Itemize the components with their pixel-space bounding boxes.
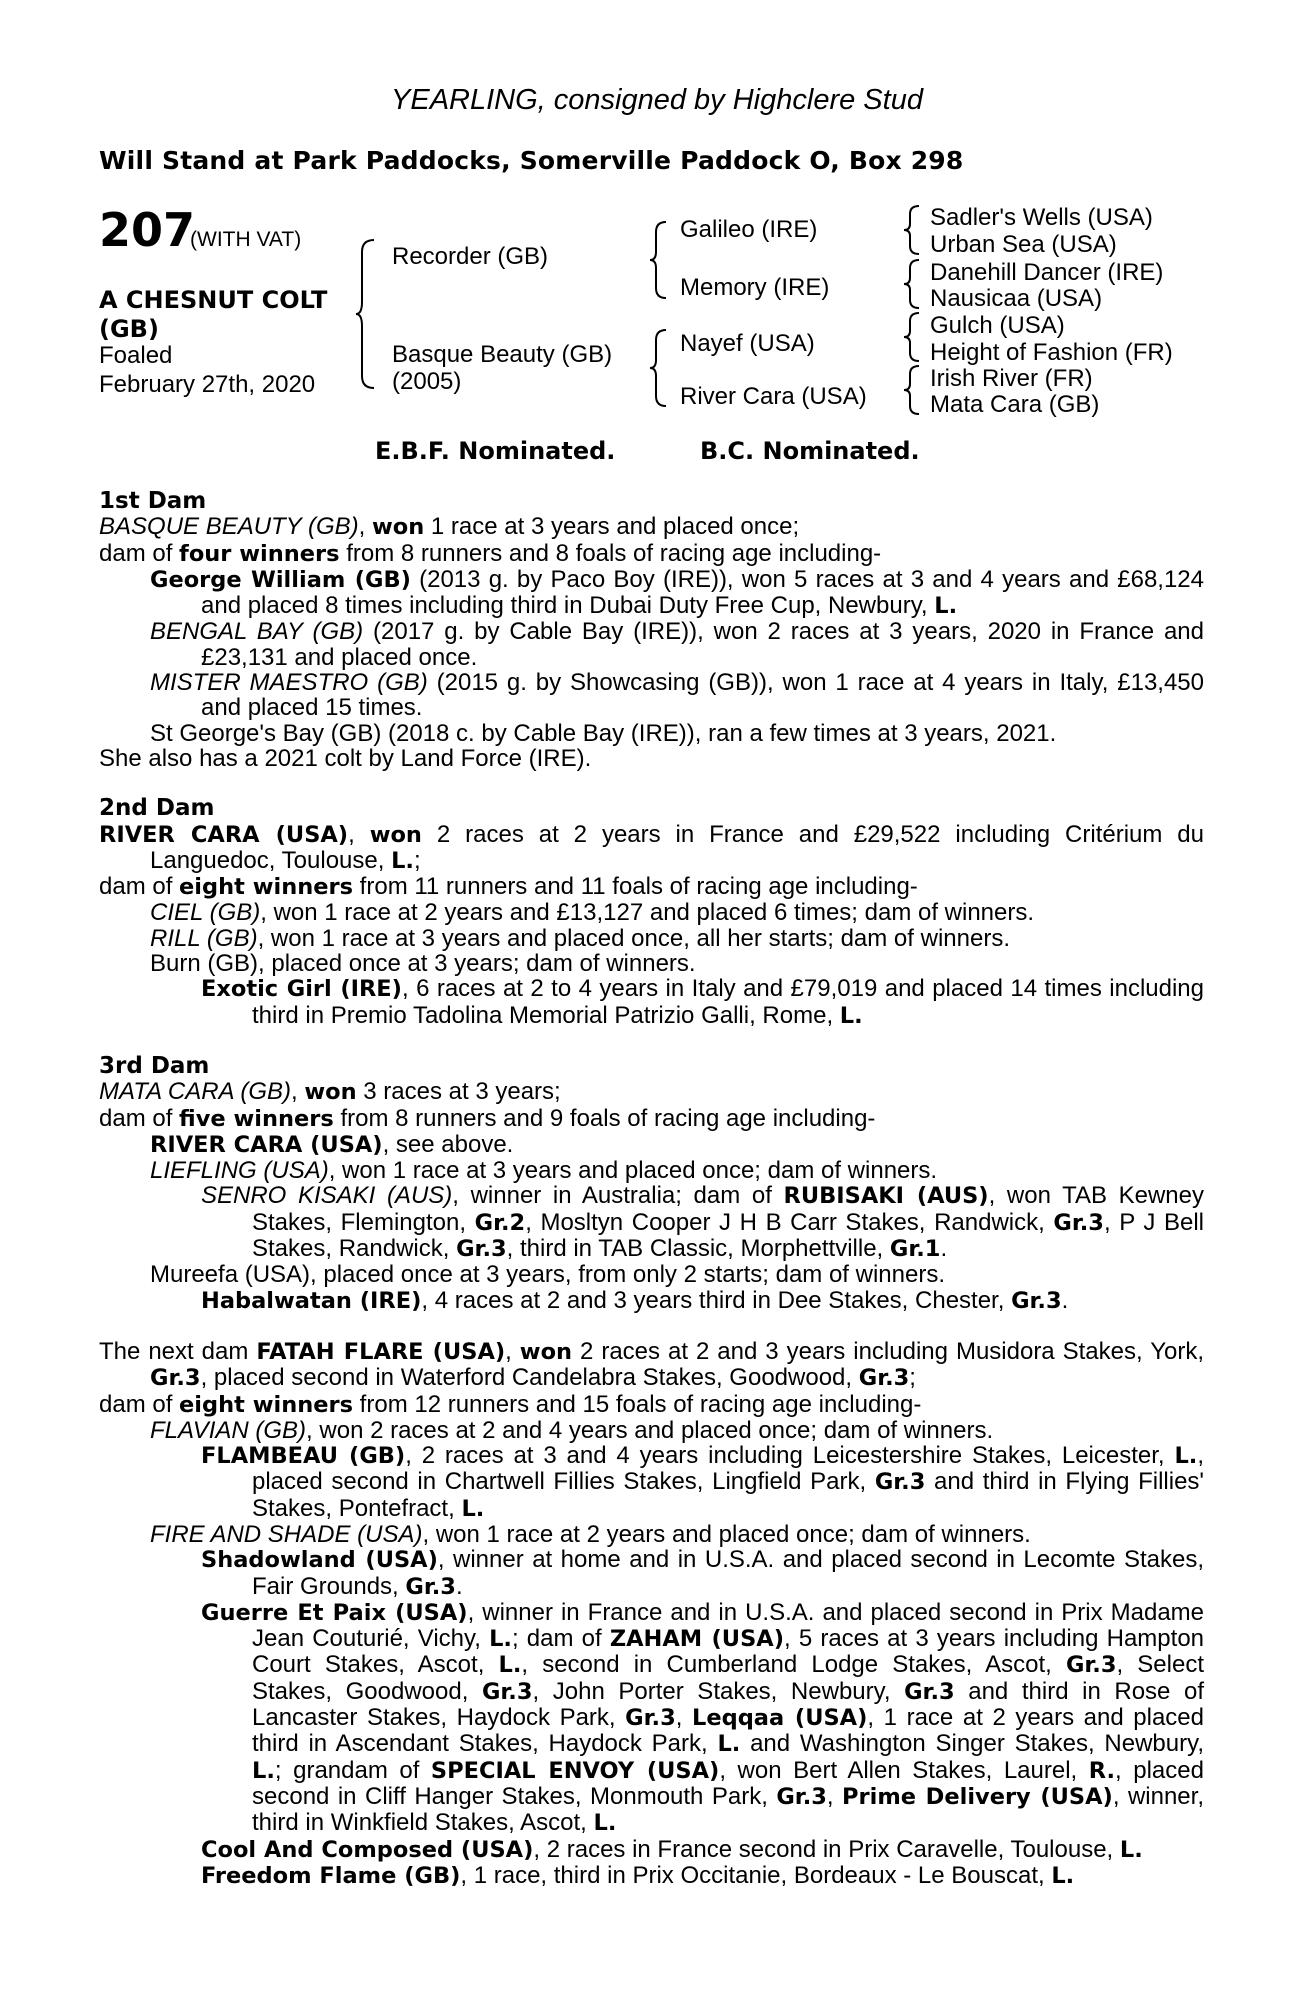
text-run: from 8 runners and 8 foals of racing age including- [339, 539, 882, 567]
bold-text: won [371, 514, 425, 541]
bold-text: L. [498, 1652, 522, 1679]
text-run: from 8 runners and 9 foals of racing age including- [333, 1104, 876, 1132]
bold-text: George William (GB) [150, 566, 411, 593]
dam-entry [99, 822, 1204, 875]
progeny-entry [99, 900, 1204, 925]
dam2-heading: 2nd Dam [99, 795, 215, 822]
pedigree-gg-7: Irish River (FR) [930, 365, 1093, 392]
text-run: , won Bert Allen Stakes, Laurel, [719, 1756, 1089, 1784]
pedigree-sire: Recorder (GB) [392, 243, 549, 270]
bold-text: Gr.3 [1065, 1652, 1117, 1679]
pedigree-gg-4: Nausicaa (USA) [930, 285, 1103, 312]
text-run: , 4 races at 2 and 3 years third in Dee Stakes, Chester, [421, 1286, 1012, 1314]
progeny-entry [99, 1418, 1204, 1443]
text-run: dam of [99, 539, 180, 567]
bold-text: Cool And Composed (USA) [201, 1836, 534, 1863]
pedigree-brace-g1 [904, 204, 922, 256]
text-run: She also has a 2021 colt by Land Force (IRE). [99, 744, 592, 772]
bold-text: Gr.3 [1011, 1287, 1062, 1314]
dam3-entries [99, 1079, 1204, 1314]
pedigree-dam-dam: River Cara (USA) [680, 383, 867, 410]
text-run: , winner in Australia; dam of [452, 1182, 784, 1210]
text-run: , [505, 1337, 520, 1365]
bold-text: FATAH FLARE (USA) [256, 1338, 506, 1365]
italic-name: BASQUE BEAUTY (GB) [99, 513, 359, 541]
bold-text: Gr.3 [904, 1678, 955, 1705]
grand-progeny-entry [99, 1837, 1204, 1863]
italic-name: FLAVIAN (GB) [150, 1416, 307, 1444]
text-run: ; dam of [511, 1625, 610, 1653]
grand-progeny-entry [99, 1288, 1204, 1314]
text-run: , placed second in Chartwell Fillies Stakes, Lingfield Park, [252, 1442, 1204, 1496]
text-run: , [675, 1704, 692, 1732]
bold-text: Shadowland (USA) [201, 1547, 438, 1574]
text-run: and Washington Singer Stakes, Newbury, [740, 1730, 1204, 1758]
bold-text: Gr.3 [776, 1783, 827, 1810]
text-run: Burn (GB), placed once at 3 years; dam of winners. [150, 950, 696, 978]
bold-text: RIVER CARA (USA) [99, 821, 349, 848]
text-run: from 11 runners and 11 foals of racing age including- [353, 873, 918, 901]
bold-text: Gr.3 [405, 1573, 456, 1600]
text-run: ; [909, 1364, 916, 1392]
bc-nomination: B.C. Nominated. [700, 437, 920, 465]
pedigree-gg-8: Mata Cara (GB) [930, 391, 1100, 418]
dam-entry [99, 1339, 1204, 1392]
vat-note: (WITH VAT) [190, 228, 302, 251]
bold-text: FLAMBEAU (GB) [201, 1443, 406, 1470]
pedigree-gg-3: Danehill Dancer (IRE) [930, 259, 1164, 286]
pedigree-brace-g4 [904, 364, 922, 416]
progeny-entry [99, 1262, 1204, 1287]
pedigree-brace-sire [650, 220, 670, 300]
bold-text: Prime Delivery (USA) [842, 1783, 1113, 1810]
text-run: , 5 races at 3 years including Hampton Court Stakes, Ascot, [252, 1625, 1205, 1679]
text-run: St George's Bay (GB) (2018 c. by Cable Bay (IRE)), ran a few times at 3 years, 2021. [150, 719, 1057, 747]
text-run: Mureefa (USA), placed once at 3 years, from only 2 starts; dam of winners. [150, 1261, 945, 1289]
progeny-entry [99, 926, 1204, 951]
text-run: , [358, 513, 372, 541]
bold-text: SPECIAL ENVOY (USA) [430, 1757, 720, 1784]
text-run: , Mosltyn Cooper J H B Carr Stakes, Randwick, [525, 1208, 1054, 1236]
text-run: , [291, 1078, 305, 1106]
bold-text: Gr.3 [1053, 1209, 1104, 1236]
pedigree-dam-year: (2005) [392, 368, 462, 395]
italic-name: MISTER MAESTRO (GB) [150, 669, 428, 697]
text-run: , third in TAB Classic, Morphettville, [506, 1235, 890, 1263]
text-run: from 12 runners and 15 foals of racing age including- [353, 1390, 922, 1418]
text-run: , second in Cumberland Lodge Stakes, Ascot, [521, 1651, 1066, 1679]
bold-text: Exotic Girl (IRE) [201, 976, 402, 1003]
progeny-entry [99, 619, 1204, 670]
bold-text: L. [1119, 1836, 1143, 1863]
grand-progeny-entry [99, 1183, 1204, 1262]
text-run: , Select Stakes, Goodwood, [252, 1651, 1205, 1705]
text-run: ; [413, 846, 421, 874]
bold-text: L. [839, 1002, 863, 1029]
text-run: , won 1 race at 2 years and placed once; dam of winners. [422, 1520, 1031, 1548]
bold-text: Gr.3 [456, 1236, 507, 1263]
bold-text: RUBISAKI (AUS) [783, 1183, 989, 1210]
italic-name: RILL (GB) [150, 924, 258, 952]
text-run: ; grandam of [274, 1756, 431, 1784]
text-run: 1 race at 3 years and placed once; [424, 513, 800, 541]
pedigree-gg-6: Height of Fashion (FR) [930, 339, 1173, 366]
italic-name: FIRE AND SHADE (USA) [150, 1520, 423, 1548]
bold-text: Leqqaa (USA) [692, 1705, 868, 1732]
dam-produce-summary [99, 541, 1204, 567]
text-run: , won 2 races at 2 and 4 years and placed once; dam of winners. [306, 1416, 994, 1444]
bold-text: four winners [179, 540, 340, 567]
dam1-heading: 1st Dam [99, 488, 207, 514]
text-run: and third in Rose of Lancaster Stakes, Haydock Park, [252, 1677, 1204, 1732]
text-run: , John Porter Stakes, Newbury, [532, 1677, 905, 1705]
dam-entry [99, 1079, 1204, 1105]
text-run: , won 1 race at 2 years and £13,127 and placed 6 times; dam of winners. [260, 899, 1035, 927]
dam-entry [99, 514, 1204, 540]
bold-text: Gr.3 [150, 1365, 201, 1392]
bold-text: Guerre Et Paix (USA) [201, 1599, 468, 1626]
bold-text: eight winners [179, 874, 354, 901]
text-run: , 1 race, third in Prix Occitanie, Bordeaux - Le Bouscat, [460, 1861, 1052, 1889]
bold-text: Gr.3 [874, 1469, 926, 1496]
bold-text: L. [489, 1626, 512, 1653]
text-run: . [455, 1572, 463, 1600]
italic-name: BENGAL BAY (GB) [150, 618, 364, 646]
bold-text: Habalwatan (IRE) [201, 1287, 422, 1314]
bold-text: R. [1088, 1757, 1116, 1784]
text-run: . [940, 1235, 948, 1263]
text-run: . [1061, 1286, 1069, 1314]
bold-text: Gr.2 [474, 1209, 526, 1236]
bold-text: L. [461, 1495, 485, 1522]
progeny-entry [99, 1132, 1204, 1158]
text-run: , [826, 1782, 843, 1810]
italic-name: CIEL (GB) [150, 899, 261, 927]
page-title: YEARLING, consigned by Highclere Stud [391, 84, 923, 116]
text-run: (2013 g. by Paco Boy (IRE)), won 5 races at 3 and 4 years and £68,124 and placed 8 times including third in Dubai Duty Free Cup, Newbury, [201, 565, 1205, 620]
bold-text: ZAHAM (USA) [609, 1626, 784, 1653]
bold-text: L. [1051, 1862, 1075, 1889]
pedigree-gg-1: Sadler's Wells (USA) [930, 204, 1153, 231]
grand-progeny-entry [99, 1443, 1204, 1522]
pedigree-gg-2: Urban Sea (USA) [930, 231, 1117, 258]
bold-text: won [304, 1079, 357, 1106]
text-run: dam of [99, 873, 180, 901]
grand-progeny-entry [99, 1863, 1204, 1889]
bold-text: L. [391, 847, 414, 874]
text-run: , winner in France and in U.S.A. and placed second in Prix Madame Jean Couturié, Vichy, [252, 1598, 1205, 1653]
dam4-entries [99, 1339, 1204, 1889]
progeny-entry [99, 951, 1204, 976]
ebf-nomination: E.B.F. Nominated. [375, 437, 616, 465]
italic-name: MATA CARA (GB) [99, 1078, 291, 1106]
progeny-entry [99, 721, 1204, 746]
progeny-entry [99, 1522, 1204, 1547]
text-run: , winner, third in Winkfield Stakes, Ascot, [252, 1782, 1204, 1837]
pedigree-gg-5: Gulch (USA) [930, 312, 1065, 339]
bold-text: L. [1174, 1443, 1198, 1470]
bold-text: Gr.3 [481, 1678, 533, 1705]
text-run: , 2 races at 3 and 4 years including Leicestershire Stakes, Leicester, [405, 1442, 1175, 1470]
text-run: 3 races at 3 years; [356, 1078, 561, 1106]
pedigree-brace-g2 [904, 258, 922, 310]
stand-location: Will Stand at Park Paddocks, Somerville Paddock O, Box 298 [99, 146, 964, 175]
dam-produce-summary [99, 1392, 1204, 1418]
bold-text: won [369, 821, 422, 848]
progeny-entry [99, 567, 1204, 620]
horse-name: A CHESNUT COLT (GB) [99, 286, 328, 343]
text-run: , P J Bell Stakes, Randwick, [252, 1208, 1205, 1263]
bold-text: L. [593, 1810, 617, 1837]
foaled-info [99, 341, 315, 399]
text-run: 2 races at 2 years in France and £29,522 including Critérium du Languedoc, Toulouse, [150, 820, 1204, 874]
dam2-entries [99, 822, 1204, 1029]
text-run: (2017 g. by Cable Bay (IRE)), won 2 races at 3 years, 2020 in France and £23,131 and placed once. [201, 618, 1204, 671]
progeny-entry [99, 1158, 1204, 1183]
text-run: and third in Flying Fillies' Stakes, Pontefract, [252, 1468, 1204, 1522]
pedigree-dam-name: Basque Beauty (GB) [392, 341, 613, 368]
text-run: , 6 races at 2 to 4 years in Italy and £79,019 and placed 14 times including third in Premio Tadolina Memorial Patrizio Galli, Rome, [252, 975, 1204, 1029]
bold-text: eight winners [179, 1391, 354, 1418]
bold-text: L. [934, 593, 958, 620]
dam3-heading: 3rd Dam [99, 1052, 210, 1079]
text-run: , see above. [382, 1130, 514, 1158]
text-run: , winner at home and in U.S.A. and placed second in Lecomte Stakes, Fair Grounds, [252, 1546, 1204, 1600]
pedigree-dam [392, 341, 612, 395]
produce-record [99, 489, 1204, 1889]
text-run: dam of [99, 1104, 180, 1132]
bold-text: L. [252, 1757, 275, 1784]
text-run: dam of [99, 1390, 180, 1418]
text-run: , 1 race at 2 years and placed third in Ascendant Stakes, Haydock Park, [252, 1704, 1205, 1758]
progeny-entry [99, 670, 1204, 721]
bold-text: Gr.1 [889, 1236, 941, 1263]
grand-progeny-entry [99, 1547, 1204, 1600]
italic-name: LIEFLING (USA) [150, 1157, 329, 1185]
pedigree-brace-g3 [904, 311, 922, 363]
text-run: , won 1 race at 3 years and placed once; dam of winners. [328, 1157, 938, 1185]
pedigree-dam-sire: Nayef (USA) [680, 330, 815, 357]
bold-text: five winners [179, 1105, 334, 1132]
text-run: , won 1 race at 3 years and placed once, all her starts; dam of winners. [257, 924, 1010, 952]
bold-text: L. [717, 1731, 741, 1758]
text-run: , [348, 820, 370, 848]
pedigree-brace-main [356, 238, 380, 390]
dam-produce-summary [99, 1106, 1204, 1132]
text-run: , 2 races in France second in Prix Caravelle, Toulouse, [533, 1835, 1120, 1863]
text-run: , placed second in Cliff Hanger Stakes, Monmouth Park, [252, 1756, 1204, 1810]
text-run: , placed second in Waterford Candelabra Stakes, Goodwood, [200, 1364, 859, 1392]
grand-progeny-entry [99, 976, 1204, 1029]
pedigree-sire-dam: Memory (IRE) [680, 274, 830, 301]
dam-note [99, 746, 1204, 771]
bold-text: RIVER CARA (USA) [150, 1131, 383, 1158]
lot-number: 207 [99, 203, 196, 257]
dam1-entries [99, 514, 1204, 771]
text-run: The next dam [99, 1337, 257, 1365]
dam-produce-summary [99, 874, 1204, 900]
bold-text: Gr.3 [625, 1705, 676, 1732]
bold-text: Gr.3 [858, 1365, 910, 1392]
foaled-label: Foaled [99, 342, 173, 369]
pedigree-sire-sire: Galileo (IRE) [680, 216, 818, 243]
text-run: 2 races at 2 and 3 years including Musidora Stakes, York, [572, 1337, 1205, 1365]
grand-progeny-entry [99, 1600, 1204, 1837]
bold-text: won [519, 1338, 573, 1365]
foaled-date: February 27th, 2020 [99, 371, 316, 398]
pedigree-brace-dam [650, 328, 670, 408]
text-run: (2015 g. by Showcasing (GB)), won 1 race at 4 years in Italy, £13,450 and placed 15 times. [201, 669, 1204, 722]
text-run: , won TAB Kewney Stakes, Flemington, [252, 1182, 1204, 1236]
bold-text: Freedom Flame (GB) [201, 1862, 461, 1889]
italic-name: SENRO KISAKI (AUS) [201, 1182, 453, 1210]
